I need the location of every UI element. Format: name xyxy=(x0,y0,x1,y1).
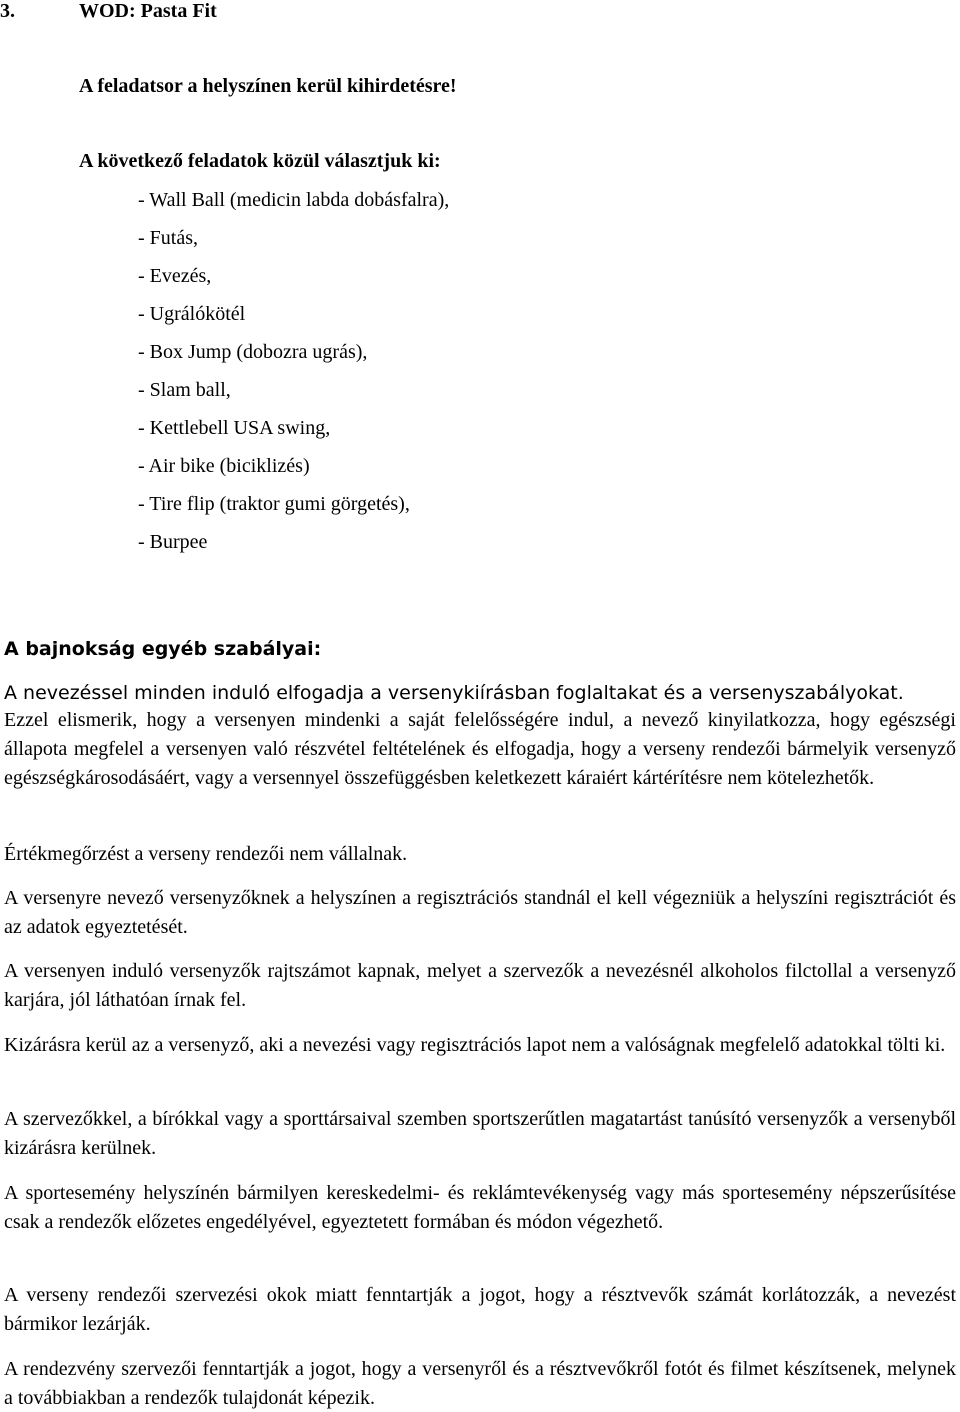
exercise-intro: A következő feladatok közül választjuk ki: xyxy=(79,150,441,172)
rules-paragraph-disqualification: Kizárásra kerül az a versenyző, aki a nevezési vagy regisztrációs lapot nem a valóságnak megfelelő adatokkal tölti ki. xyxy=(4,1034,946,1056)
rules-paragraph-registration: A versenyre nevező versenyzőknek a helyszínen a regisztrációs standnál el kell végezniük a helyszíni regisztrációt és az adatok egyeztetését. xyxy=(4,887,956,938)
list-item: - Air bike (biciklizés) xyxy=(138,455,310,477)
section-number: 3. xyxy=(0,0,15,22)
list-item: - Slam ball, xyxy=(138,379,231,401)
rules-paragraph-bib-number: A versenyen induló versenyzők rajtszámot kapnak, melyet a szervezők a nevezésnél alkoholos filctollal a versenyző karjára, jól láthatóan írnak fel. xyxy=(4,960,956,1011)
list-item: - Box Jump (dobozra ugrás), xyxy=(138,341,368,363)
rules-paragraph-media: A rendezvény szervezői fenntartják a jogot, hogy a versenyről és a résztvevőkről fotót és filmet készítsenek, melynek a továbbiakban a rendezők tulajdonát képezik. xyxy=(4,1358,956,1409)
rules-intro-line: A nevezéssel minden induló elfogadja a versenykiírásban foglaltakat és a versenyszabályokat. xyxy=(4,682,904,704)
rules-paragraph-valuables: Értékmegőrzést a verseny rendezői nem vállalnak. xyxy=(4,843,408,865)
rules-paragraph-advertising: A sportesemény helyszínén bármilyen kereskedelmi- és reklámtevékenység vagy más sportesemény népszerűsítése csak a rendezők előzetes engedélyével, egyeztetett formában és módon végezhető. xyxy=(4,1182,956,1233)
list-item: - Evezés, xyxy=(138,265,212,287)
list-item: - Kettlebell USA swing, xyxy=(138,417,331,439)
list-item: - Tire flip (traktor gumi görgetés), xyxy=(138,493,410,515)
list-item: - Burpee xyxy=(138,531,208,553)
list-item: - Ugrálókötél xyxy=(138,303,246,325)
announcement-text: A feladatsor a helyszínen kerül kihirdetésre! xyxy=(79,75,457,97)
section-title: WOD: Pasta Fit xyxy=(79,0,217,22)
rules-heading: A bajnokság egyéb szabályai: xyxy=(4,638,322,660)
rules-paragraph-limits: A verseny rendezői szervezési okok miatt fenntartják a jogot, hogy a résztvevők számát korlátozzák, a nevezést bármikor lezárják. xyxy=(4,1284,956,1335)
rules-paragraph-liability: Ezzel elismerik, hogy a versenyen mindenki a saját felelősségére indul, a nevező kinyilatkozza, hogy egészségi állapota megfelel a versenyen való részvétel feltételének és elfogadja, hogy a verseny rendezői bármelyik versenyző egészségkárosodásáért, vagy a versennyel összefüggésben keletkezett káraiért kártérítésre nem kötelezhetők. xyxy=(4,709,956,789)
rules-paragraph-conduct: A szervezőkkel, a bírókkal vagy a sporttársaival szemben sportszerűtlen magatartást tanúsító versenyzők a versenyből kizárásra kerülnek. xyxy=(4,1108,956,1159)
list-item: - Futás, xyxy=(138,227,198,249)
list-item: - Wall Ball (medicin labda dobásfalra), xyxy=(138,189,450,211)
